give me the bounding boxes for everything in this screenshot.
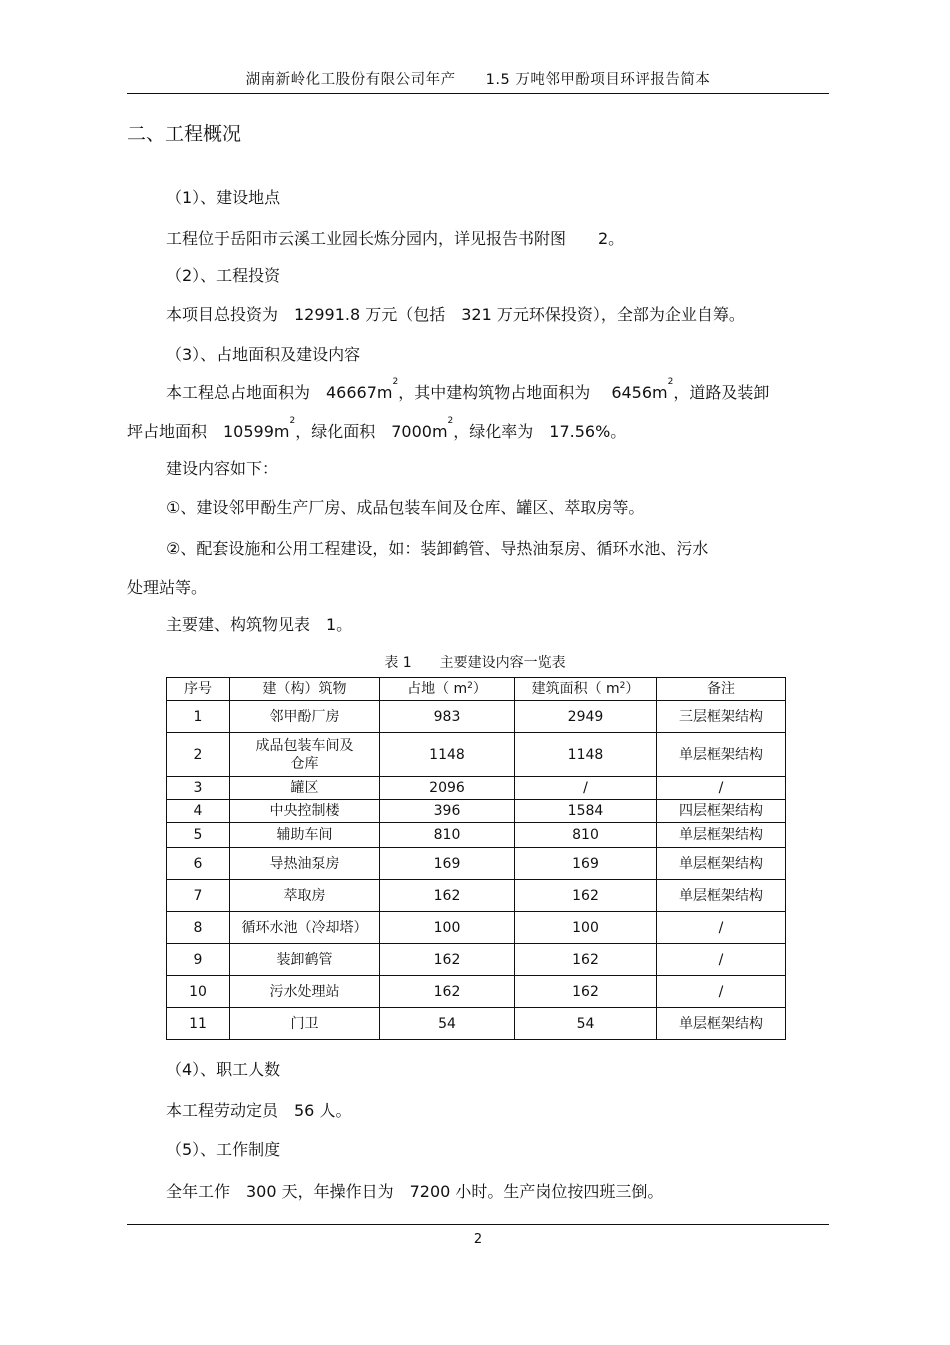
cell-build-area: 1148: [515, 733, 657, 777]
heading-investment: （2）、工程投资: [166, 266, 281, 285]
table-row: [167, 823, 786, 848]
cell-build-area: 169: [515, 848, 657, 880]
cell-remark: 单层框架结构: [657, 1008, 786, 1040]
cell-area: 54: [380, 1008, 515, 1040]
page-number: 2: [473, 1232, 483, 1247]
cell-name: 罐区: [230, 777, 380, 800]
col-header-no: 序号: [167, 678, 230, 701]
cell-name: 邻甲酚厂房: [230, 701, 380, 733]
cell-no: 3: [167, 777, 230, 800]
location-text: 工程位于岳阳市云溪工业园长炼分园内，详见报告书附图 2。: [166, 229, 625, 248]
cell-no: 11: [167, 1008, 230, 1040]
table-row: [167, 701, 786, 733]
area-line-2: [127, 416, 627, 442]
col-header-remark: 备注: [657, 678, 786, 701]
cell-name: 中央控制楼: [230, 800, 380, 823]
section-title: 二、工程概况: [127, 123, 242, 145]
table-row: [167, 848, 786, 880]
cell-name: 辅助车间: [230, 823, 380, 848]
content-item-2: ②、配套设施和公用工程建设，如：装卸鹤管、导热油泵房、循环水池、污水: [166, 539, 709, 558]
cell-build-area: 1584: [515, 800, 657, 823]
staff-text: 本工程劳动定员 56 人。: [166, 1101, 352, 1120]
cell-remark: /: [657, 944, 786, 976]
table-row: [167, 800, 786, 823]
superscript: 2: [447, 416, 454, 426]
cell-remark: /: [657, 777, 786, 800]
cell-no: 7: [167, 880, 230, 912]
col-header-area: 占地（ $m^2$）: [380, 678, 515, 701]
cell-no: 5: [167, 823, 230, 848]
heading-area: （3）、占地面积及建设内容: [166, 345, 361, 364]
superscript: 2: [667, 377, 674, 387]
content-intro: 建设内容如下：: [166, 459, 279, 478]
table-row: [167, 880, 786, 912]
cell-remark: 四层框架结构: [657, 800, 786, 823]
cell-build-area: 162: [515, 880, 657, 912]
content-item-1: ①、建设邻甲酚生产厂房、成品包装车间及仓库、罐区、萃取房等。: [166, 498, 645, 517]
cell-name: 成品包装车间及仓库: [230, 733, 380, 777]
cell-area: 100: [380, 912, 515, 944]
cell-name: 循环水池（冷却塔）: [230, 912, 380, 944]
table-row: [167, 1008, 786, 1040]
cell-no: 8: [167, 912, 230, 944]
cell-build-area: /: [515, 777, 657, 800]
table-caption: 表 1 主要建设内容一览表: [384, 655, 566, 671]
cell-build-area: 810: [515, 823, 657, 848]
area-text-2c: ，绿化率为 17.56%。: [453, 422, 627, 441]
area-text-1a: 本工程总占地面积为 46667m: [166, 383, 393, 402]
table-header-row: [167, 678, 786, 701]
running-header: 湖南新岭化工股份有限公司年产 1.5 万吨邻甲酚项目环评报告简本: [245, 72, 711, 88]
table-row: [167, 777, 786, 800]
cell-area: 1148: [380, 733, 515, 777]
cell-remark: 三层框架结构: [657, 701, 786, 733]
cell-area: 169: [380, 848, 515, 880]
cell-remark: /: [657, 912, 786, 944]
table-row: [167, 944, 786, 976]
cell-no: 10: [167, 976, 230, 1008]
area-text-1c: ，道路及装卸: [673, 383, 770, 402]
area-text-2b: ，绿化面积 7000m: [295, 422, 448, 441]
heading-staff: （4）、职工人数: [166, 1060, 281, 1079]
cell-no: 4: [167, 800, 230, 823]
cell-remark: /: [657, 976, 786, 1008]
area-line-1: [166, 377, 770, 403]
cell-remark: 单层框架结构: [657, 848, 786, 880]
table-row: [167, 976, 786, 1008]
cell-area: 162: [380, 880, 515, 912]
cell-remark: 单层框架结构: [657, 880, 786, 912]
schedule-text: 全年工作 300 天，年操作日为 7200 小时。生产岗位按四班三倒。: [166, 1182, 664, 1201]
col-header-build-area: 建筑面积（ $m^2$）: [515, 678, 657, 701]
cell-build-area: 162: [515, 944, 657, 976]
area-text-1b: ，其中建构筑物占地面积为 6456m: [398, 383, 668, 402]
construction-table: [166, 677, 786, 1040]
heading-schedule: （5）、工作制度: [166, 1140, 281, 1159]
content-item-2-cont: 处理站等。: [127, 578, 208, 597]
header-rule: [127, 93, 829, 94]
cell-build-area: 100: [515, 912, 657, 944]
cell-build-area: 162: [515, 976, 657, 1008]
cell-remark: 单层框架结构: [657, 733, 786, 777]
cell-area: 2096: [380, 777, 515, 800]
cell-name: 萃取房: [230, 880, 380, 912]
cell-no: 1: [167, 701, 230, 733]
cell-no: 9: [167, 944, 230, 976]
table-row: [167, 912, 786, 944]
cell-name: 导热油泵房: [230, 848, 380, 880]
cell-build-area: 2949: [515, 701, 657, 733]
heading-location: （1）、建设地点: [166, 188, 281, 207]
cell-area: 162: [380, 944, 515, 976]
cell-area: 983: [380, 701, 515, 733]
cell-build-area: 54: [515, 1008, 657, 1040]
cell-remark: 单层框架结构: [657, 823, 786, 848]
cell-name: 门卫: [230, 1008, 380, 1040]
investment-text: 本项目总投资为 12991.8 万元（包括 321 万元环保投资），全部为企业自筹。: [166, 305, 745, 324]
cell-name: 装卸鹤管: [230, 944, 380, 976]
cell-no: 6: [167, 848, 230, 880]
cell-area: 810: [380, 823, 515, 848]
cell-no: 2: [167, 733, 230, 777]
area-text-2a: 坪占地面积 10599m: [127, 422, 290, 441]
table-reference: 主要建、构筑物见表 1。: [166, 615, 353, 634]
col-header-name: 建（构）筑物: [230, 678, 380, 701]
superscript: 2: [289, 416, 296, 426]
cell-area: 162: [380, 976, 515, 1008]
footer-rule: [127, 1224, 829, 1225]
cell-area: 396: [380, 800, 515, 823]
cell-name: 污水处理站: [230, 976, 380, 1008]
superscript: 2: [392, 377, 399, 387]
table-row: [167, 733, 786, 777]
